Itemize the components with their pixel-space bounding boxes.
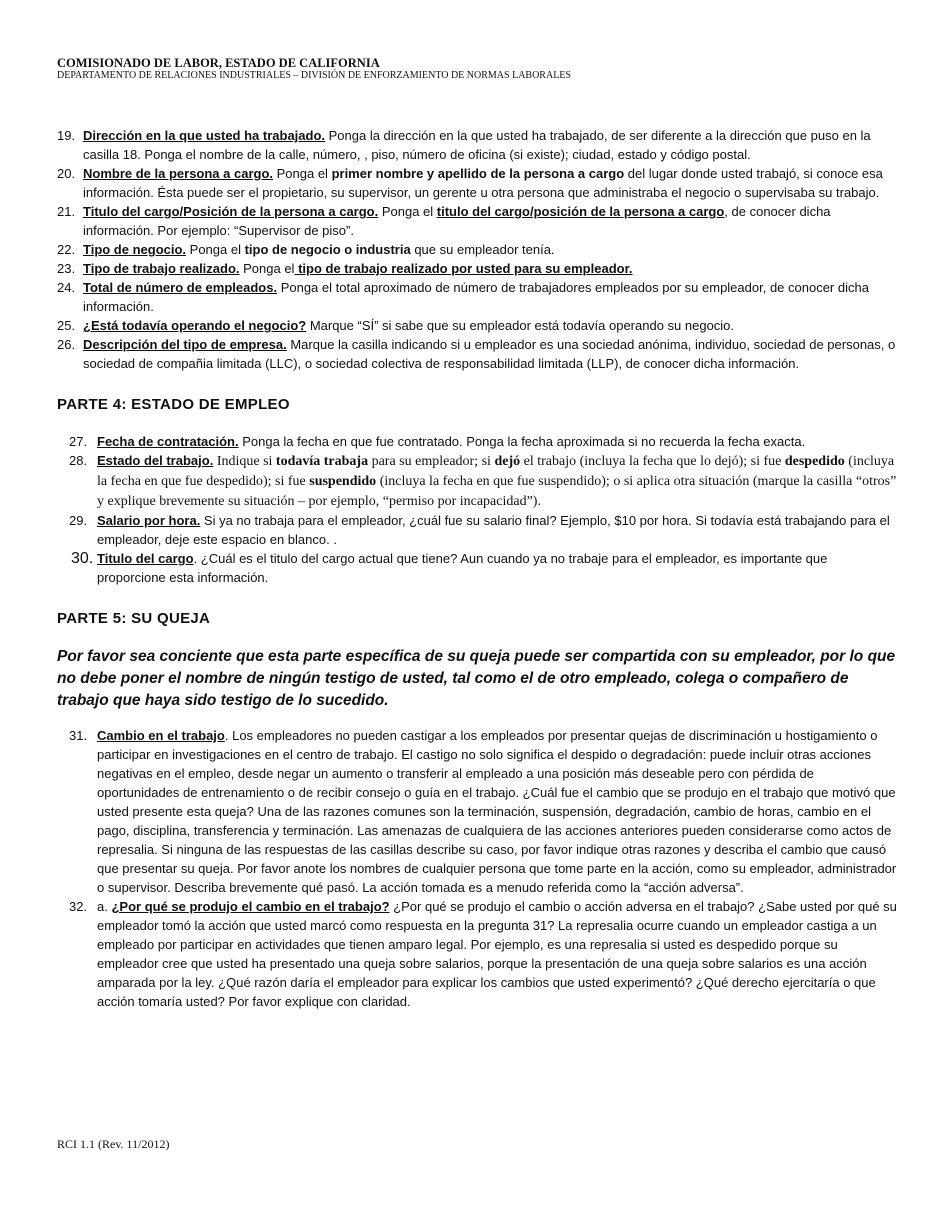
item-title: Titulo del cargo/Posición de la persona a cargo.	[83, 204, 379, 219]
item-24	[57, 278, 897, 316]
item-22	[57, 240, 897, 259]
item-23	[57, 259, 897, 278]
item-bold-text: titulo del cargo/posición de la persona a cargo	[436, 204, 725, 219]
item-26	[57, 335, 897, 373]
item-bold-text: despedido	[784, 454, 845, 469]
item-number: 26.	[57, 337, 76, 352]
item-29	[57, 511, 897, 549]
privacy-warning: Por favor sea conciente que esta parte específica de su queja puede ser compartida con su empleador, por lo que no debe poner el nombre de ningún testigo de usted, tal como el de otro empleado, colega o compañero de trabajo que haya sido testigo de lo sucedido.	[57, 648, 896, 709]
page-header	[57, 56, 917, 82]
item-number: 21.	[57, 204, 76, 219]
item-title: Cambio en el trabajo	[97, 728, 225, 743]
header-subtitle: DEPARTAMENTO DE RELACIONES INDUSTRIALES – DIVISIÓN DE ENFORZAMIENTO DE NORMAS LABORALES	[57, 70, 571, 81]
item-number: 19.	[57, 128, 76, 143]
item-text: (incluya la fecha en que fue suspendido); o si aplica otra situación (marque la casilla “otros” y explique brevemente su situación – por ejemplo, “permiso por incapacidad”).	[97, 474, 897, 509]
item-title: Tipo de trabajo realizado.	[83, 261, 240, 276]
item-text: Marque la casilla indicando si u empleador es una sociedad anónima, individuo, sociedad de personas, o sociedad de compañia limitada (LLC), o sociedad colectiva de responsabilidad limitada (LLP), de conocer dicha información.	[83, 337, 896, 371]
item-text: Ponga el	[378, 204, 437, 219]
item-text: Indique si	[213, 454, 276, 469]
item-text: . Los empleadores no pueden castigar a los empleados por presentar quejas de discriminación u hostigamiento o participar en investigaciones en el centro de trabajo. El castigo no solo significa el despido o degradación: puede incluir otras acciones negativas en el empleo, desde negar un aumento o transferir al empleado a una posición más deseable pero con pérdida de oportunidades de entrenamiento o de recibir consejo o guía en el trabajo. ¿Cuál fue el cambio que se produjo en el trabajo que motivó que usted presente esta queja? Una de las razones comunes son la terminación, suspensión, degradación, cambio de horas, cambio en el pago, disciplina, transferencia y terminación. Las amenazas de cualquiera de las acciones anteriores pueden considerarse como actos de represalia. Si ninguna de las respuestas de las casillas describe su caso, por favor indique otras razones y describa el cambio que causó que presentar su queja. Por favor anote los nombres de cualquier persona que tome parte en la acción, como su empleador, administrador o supervisor. Describa brevemente qué pasó. La acción tomada es a menudo referida como la “acción adversa”.	[97, 728, 897, 895]
item-text: Si ya no trabaja para el empleador, ¿cuál fue su salario final? Ejemplo, $10 por hora. Si todavía está trabajando para el empleador, deje este espacio en blanco. .	[97, 513, 890, 547]
item-20	[57, 164, 897, 202]
item-number: 20.	[57, 166, 76, 181]
item-title: ¿Por qué se produjo el cambio en el trabajo?	[111, 899, 390, 914]
item-text: Ponga la dirección en la que usted ha trabajado, de ser diferente a la dirección que puso en la casilla 18. Ponga el nombre de la calle, número, , piso, número de oficina (si existe); ciudad, estado y código postal.	[83, 128, 871, 162]
item-text: que su empleador tenía.	[410, 242, 555, 257]
item-title: Fecha de contratación.	[97, 434, 239, 449]
item-25	[57, 316, 897, 335]
item-text: Ponga el	[186, 242, 245, 257]
item-bold-text: tipo de trabajo realizado por usted para su empleador.	[294, 261, 633, 276]
item-text: (incluya la fecha en que fue despedido); si fue	[97, 454, 895, 489]
item-number: 32.	[69, 899, 88, 914]
item-32	[57, 897, 897, 1011]
item-number: 27.	[69, 434, 88, 449]
item-21	[57, 202, 897, 240]
item-text: Ponga el	[239, 261, 295, 276]
item-27	[57, 432, 897, 451]
item-bold-text: suspendido	[309, 474, 377, 489]
item-title: Descripción del tipo de empresa.	[83, 337, 287, 352]
item-text: , de conocer dicha información. Por ejemplo: “Supervisor de piso”.	[83, 204, 831, 238]
item-number: 31.	[69, 728, 88, 743]
item-text: . ¿Cuál es el titulo del cargo actual que tiene? Aun cuando ya no trabaje para el empleador, es importante que proporcione esta información.	[97, 551, 828, 585]
item-text: Ponga el	[273, 166, 332, 181]
item-title: Estado del trabajo.	[97, 453, 214, 468]
item-31	[57, 726, 897, 897]
item-bold-text: tipo de negocio o industria	[244, 242, 411, 257]
item-19	[57, 126, 897, 164]
form-instructions	[57, 126, 897, 1011]
item-title: Titulo del cargo	[97, 551, 194, 566]
item-text: Marque “SÍ” si sabe que su empleador está todavía operando su negocio.	[306, 318, 735, 333]
item-title: Salario por hora.	[97, 513, 201, 528]
item-title: Tipo de negocio.	[83, 242, 187, 257]
item-28	[57, 451, 897, 511]
item-prefix: a.	[97, 899, 112, 914]
item-title: ¿Está todavía operando el negocio?	[83, 318, 307, 333]
item-number: 24.	[57, 280, 76, 295]
item-number: 25.	[57, 318, 76, 333]
item-title: Total de número de empleados.	[83, 280, 278, 295]
item-bold-text: todavía trabaja	[275, 454, 369, 469]
item-number: 30.	[71, 550, 94, 567]
item-30	[57, 549, 897, 587]
item-number: 22.	[57, 242, 76, 257]
item-text: ¿Por qué se produjo el cambio o acción adversa en el trabajo? ¿Sabe usted por qué su empleador tomó la acción que usted marcó como respuesta en la pregunta 31? La represalia ocurre cuando un empleador castiga a un empleado por participar en actividades que tienen amparo legal. Por ejemplo, es una represalia si usted es despedido porque su empleador cree que usted ha presentado una queja sobre salarios, porque la presentación de una queja sobre salarios es una acción amparada por la ley. ¿Qué razón daría el empleador para explicar los cambios que usted experimentó? ¿Qué derecho ejercitaría o que acción tomaría usted? Por favor explique con claridad.	[97, 899, 897, 1009]
item-number: 28.	[69, 453, 88, 468]
section-title-part5: PARTE 5: SU QUEJA	[57, 610, 211, 627]
item-text: Ponga el total aproximado de número de trabajadores empleados por su empleador, de conocer dicha información.	[83, 280, 869, 314]
item-number: 29.	[69, 513, 88, 528]
item-text: para su empleador; si	[368, 454, 495, 469]
item-number: 23.	[57, 261, 76, 276]
item-text: del lugar donde usted trabajó, si conoce esa información. Ésta puede ser el propietario, su supervisor, un gerente u otra persona que administraba el negocio o supervisaba su trabajo.	[83, 166, 883, 200]
item-title: Dirección en la que usted ha trabajado.	[83, 128, 326, 143]
header-title: COMISIONADO DE LABOR, ESTADO DE CALIFORNIA	[57, 56, 380, 70]
section-title-part4: PARTE 4: ESTADO DE EMPLEO	[57, 396, 290, 413]
item-bold-text: dejó	[494, 454, 521, 469]
item-text: Ponga la fecha en que fue contratado. Ponga la fecha aproximada si no recuerda la fecha exacta.	[238, 434, 806, 449]
item-title: Nombre de la persona a cargo.	[83, 166, 274, 181]
item-bold-text: primer nombre y apellido de la persona a cargo	[331, 166, 625, 181]
footer-form-code: RCI 1.1 (Rev. 11/2012)	[57, 1137, 170, 1151]
item-text: el trabajo (incluya la fecha que lo dejó); si fue	[520, 454, 785, 469]
